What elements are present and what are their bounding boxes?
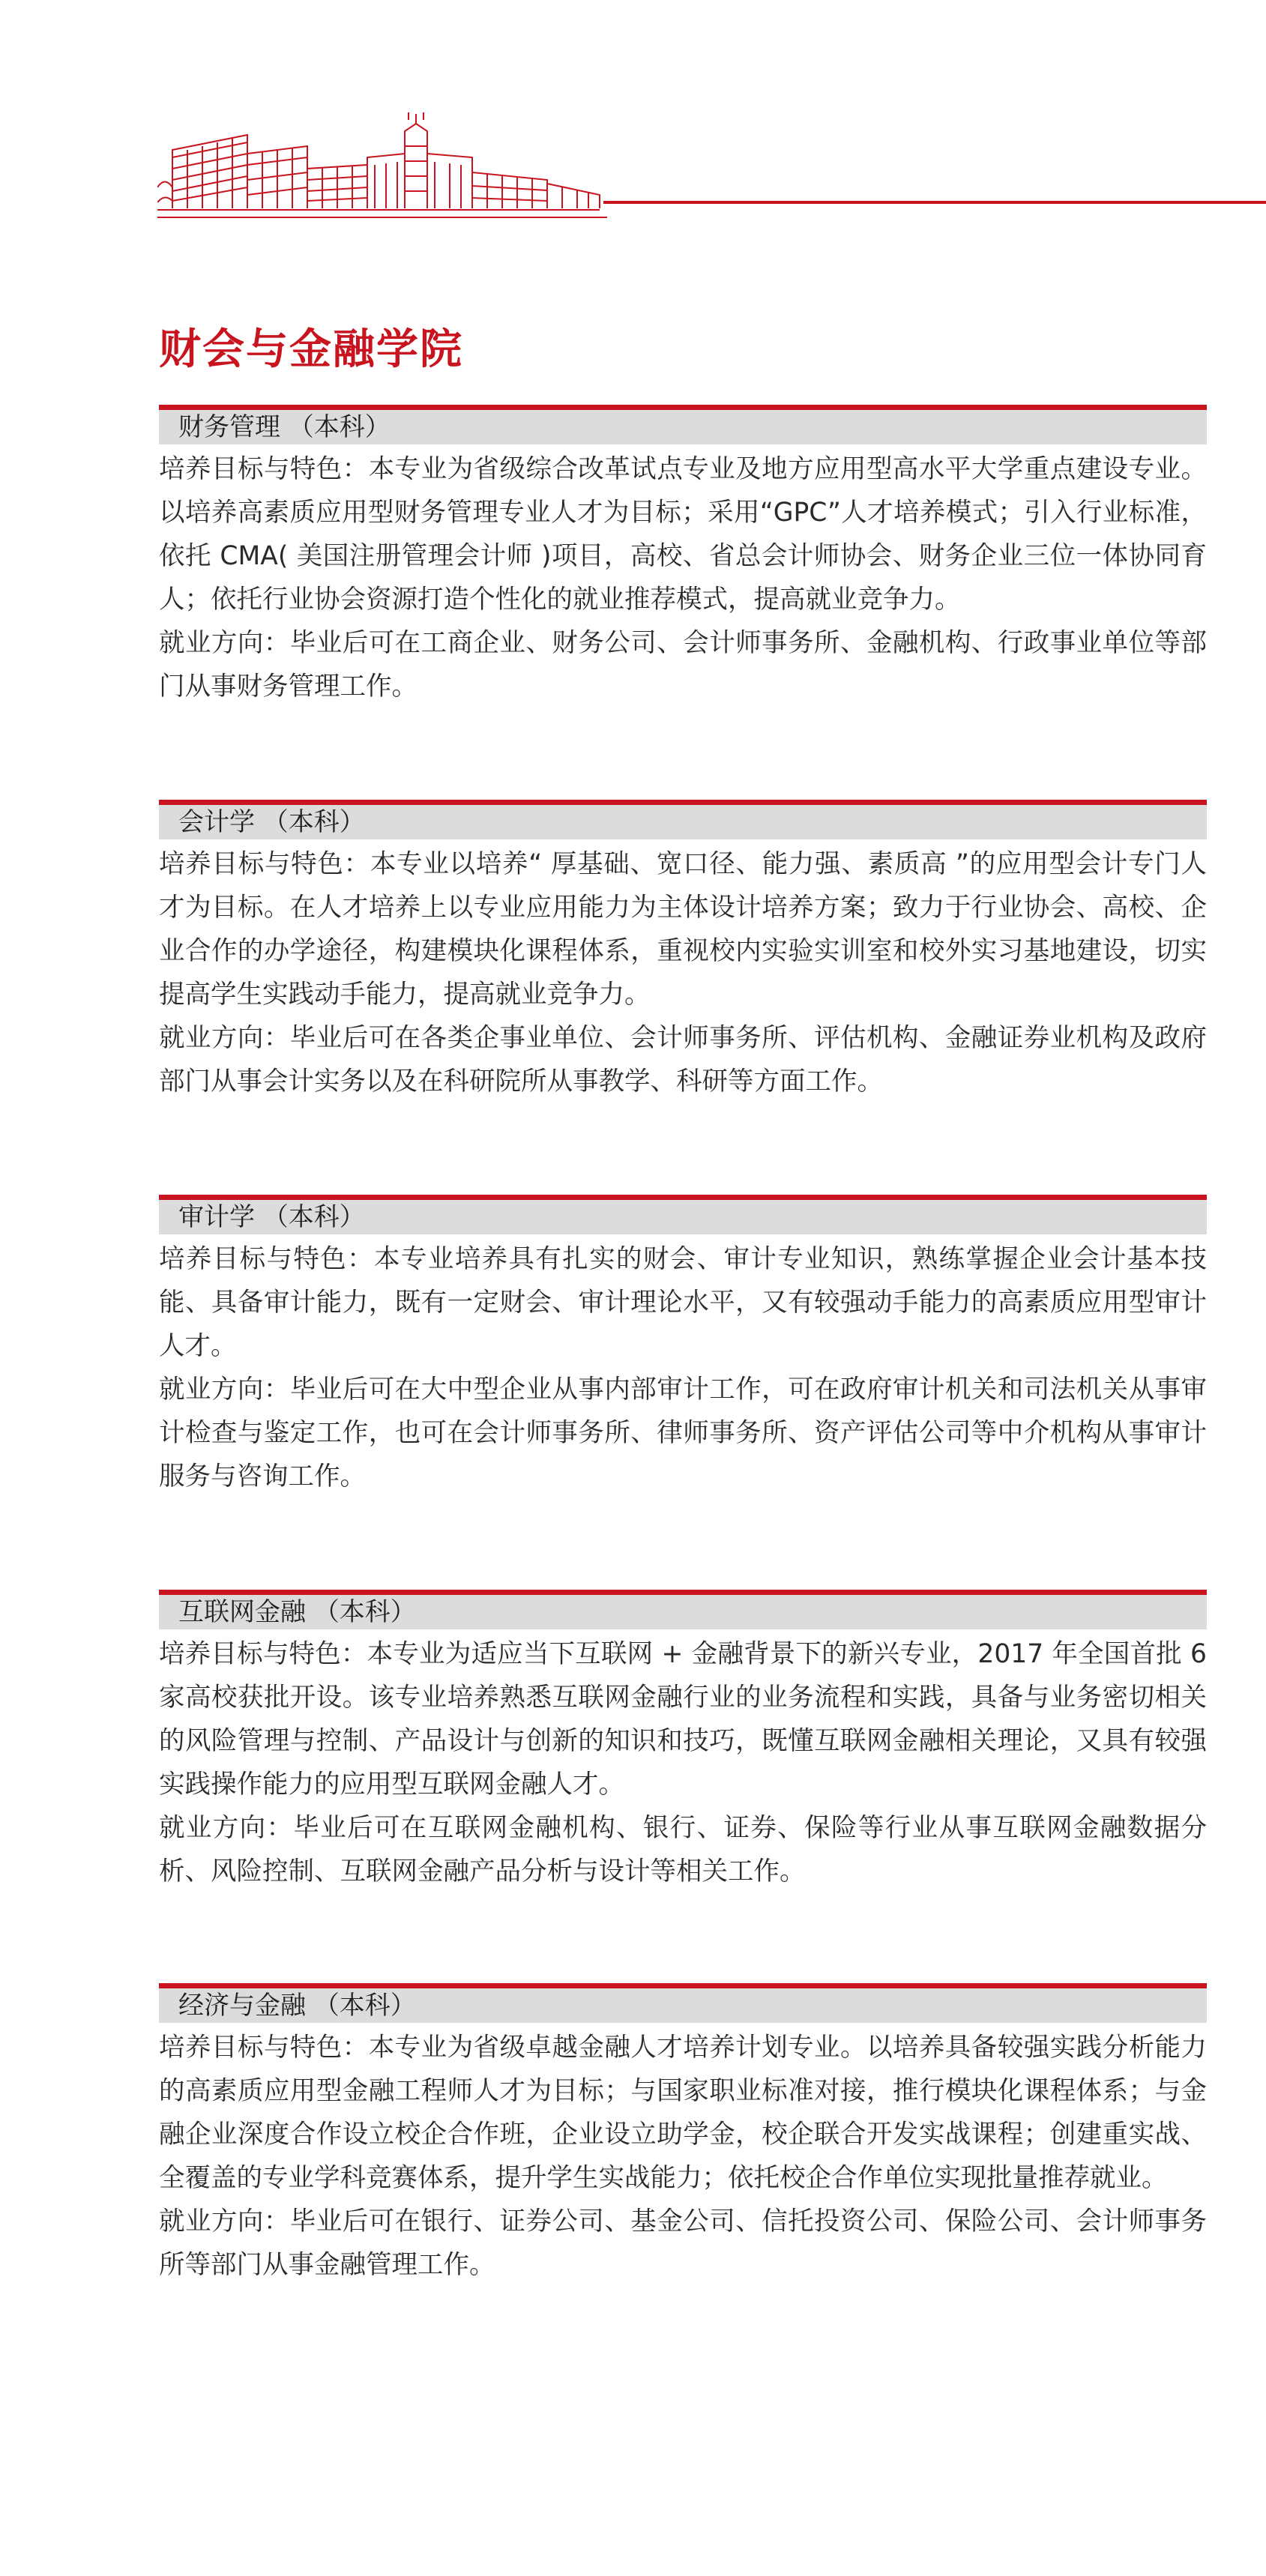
major-section-financial-management (159, 405, 1207, 708)
section-heading: 审计学 （本科） (159, 1195, 1207, 1234)
page-title: 财会与金融学院 (159, 325, 463, 374)
major-section-economics-finance (159, 1983, 1207, 2287)
career-direction-text: 就业方向：毕业后可在大中型企业从事内部审计工作，可在政府审计机关和司法机关从事审计检查与鉴定工作，也可在会计师事务所、律师事务所、资产评估公司等中介机构从事审计服务与咨询工作。 (159, 1375, 1207, 1491)
training-goal-text: 培养目标与特色：本专业培养具有扎实的财会、审计专业知识，熟练掌握企业会计基本技能、具备审计能力，既有一定财会、审计理论水平，又有较强动手能力的高素质应用型审计人才。 (159, 1244, 1207, 1361)
section-body (159, 2026, 1207, 2287)
section-heading: 互联网金融 （本科） (159, 1590, 1207, 1629)
career-direction-text: 就业方向：毕业后可在工商企业、财务公司、会计师事务所、金融机构、行政事业单位等部门从事财务管理工作。 (159, 628, 1207, 702)
campus-building-sketch-icon (157, 112, 607, 225)
training-goal-text: 培养目标与特色：本专业为适应当下互联网 + 金融背景下的新兴专业，2017 年全国首批 6 家高校获批开设。该专业培养熟悉互联网金融行业的业务流程和实践，具备与业务密切相关的风险管理与控制、产品设计与创新的知识和技巧，既懂互联网金融相关理论，又具有较强实践操作能力的应用型互联网金融人才。 (159, 1639, 1207, 1800)
major-section-auditing (159, 1195, 1207, 1498)
major-section-internet-finance (159, 1590, 1207, 1893)
career-direction-text: 就业方向：毕业后可在互联网金融机构、银行、证券、保险等行业从事互联网金融数据分析、风险控制、互联网金融产品分析与设计等相关工作。 (159, 1813, 1207, 1886)
section-body (159, 1237, 1207, 1498)
section-heading: 经济与金融 （本科） (159, 1983, 1207, 2023)
training-goal-text: 培养目标与特色：本专业为省级综合改革试点专业及地方应用型高水平大学重点建设专业。以培养高素质应用型财务管理专业人才为目标；采用“GPC”人才培养模式；引入行业标准，依托 CMA( 美国注册管理会计师 )项目，高校、省总会计师协会、财务企业三位一体协同育人；依托行业协会资源打造个性化的就业推荐模式，提高就业竞争力。 (159, 454, 1207, 615)
career-direction-text: 就业方向：毕业后可在各类企事业单位、会计师事务所、评估机构、金融证券业机构及政府部门从事会计实务以及在科研院所从事教学、科研等方面工作。 (159, 1023, 1207, 1097)
section-heading: 财务管理 （本科） (159, 405, 1207, 444)
training-goal-text: 培养目标与特色：本专业以培养“ 厚基础、宽口径、能力强、素质高 ”的应用型会计专门人才为目标。在人才培养上以专业应用能力为主体设计培养方案；致力于行业协会、高校、企业合作的办学途径，构建模块化课程体系，重视校内实验实训室和校外实习基地建设，切实提高学生实践动手能力，提高就业竞争力。 (159, 849, 1207, 1010)
section-body (159, 1632, 1207, 1893)
section-body (159, 842, 1207, 1103)
section-body (159, 447, 1207, 708)
section-heading: 会计学 （本科） (159, 800, 1207, 839)
major-section-accounting (159, 800, 1207, 1103)
header-rule (603, 201, 1266, 204)
training-goal-text: 培养目标与特色：本专业为省级卓越金融人才培养计划专业。以培养具备较强实践分析能力的高素质应用型金融工程师人才为目标；与国家职业标准对接，推行模块化课程体系；与金融企业深度合作设立校企合作班，企业设立助学金，校企联合开发实战课程；创建重实战、全覆盖的专业学科竞赛体系，提升学生实战能力；依托校企合作单位实现批量推荐就业。 (159, 2033, 1207, 2193)
career-direction-text: 就业方向：毕业后可在银行、证券公司、基金公司、信托投资公司、保险公司、会计师事务所等部门从事金融管理工作。 (159, 2207, 1207, 2280)
